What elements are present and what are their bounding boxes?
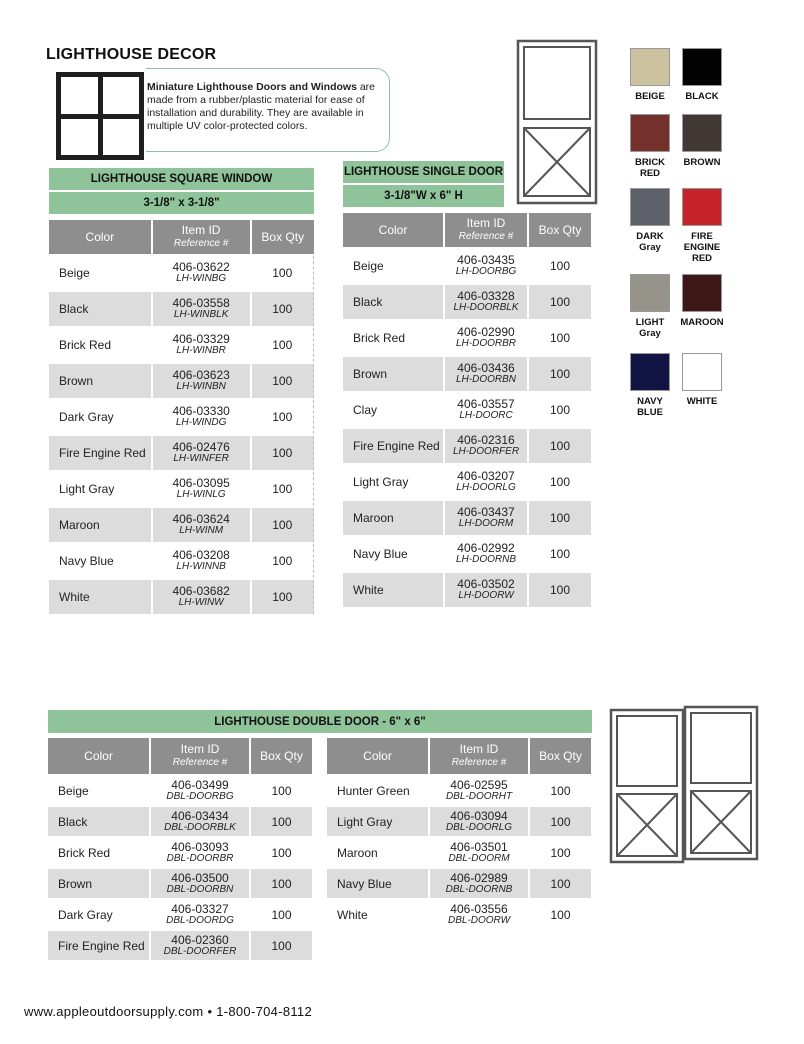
color-cell: Brick Red xyxy=(343,321,443,355)
reference-number: LH-WINBN xyxy=(176,381,226,392)
table-row xyxy=(49,436,314,470)
item-id: 406-03327 xyxy=(171,901,229,916)
item-id-cell xyxy=(445,393,527,427)
item-id-cell xyxy=(153,400,250,434)
square-window-image xyxy=(56,72,144,160)
color-cell: Navy Blue xyxy=(49,544,151,578)
reference-number: DBL-DOORDG xyxy=(166,914,234,926)
box-qty-cell: 100 xyxy=(251,869,312,898)
color-cell: Black xyxy=(48,807,149,836)
color-cell: Dark Gray xyxy=(48,900,149,929)
table-row xyxy=(49,256,314,290)
table-row xyxy=(48,931,312,960)
item-id: 406-03329 xyxy=(172,332,230,346)
reference-number: LH-DOORBR xyxy=(455,338,516,349)
table-row xyxy=(343,357,591,391)
table-row xyxy=(48,869,312,898)
reference-number: DBL-DOORBN xyxy=(166,883,234,895)
item-id-cell xyxy=(153,292,250,326)
color-cell: Clay xyxy=(343,393,443,427)
box-qty-cell: 100 xyxy=(252,436,315,470)
box-qty-cell: 100 xyxy=(251,900,312,929)
page-title: LIGHTHOUSE DECOR xyxy=(46,46,217,63)
item-id: 406-03558 xyxy=(172,296,230,310)
reference-number: LH-DOORBLK xyxy=(453,302,519,313)
color-cell: Fire Engine Red xyxy=(48,931,149,960)
color-cell: Maroon xyxy=(49,508,151,542)
table-row xyxy=(48,900,312,929)
color-cell: Hunter Green xyxy=(327,776,428,805)
reference-number: LH-WINBG xyxy=(176,273,227,284)
intro-description xyxy=(146,68,390,152)
swatch-label-line: BRICK xyxy=(634,157,666,168)
table-row xyxy=(327,776,591,805)
table-row xyxy=(343,465,591,499)
color-swatch xyxy=(682,274,722,312)
item-id: 406-03557 xyxy=(457,397,515,411)
item-id-cell xyxy=(445,321,527,355)
color-swatch xyxy=(682,48,722,86)
header-color: Color xyxy=(343,213,443,247)
header-box-qty: Box Qty xyxy=(530,738,591,774)
color-cell: Fire Engine Red xyxy=(343,429,443,463)
double-door-table-right xyxy=(325,736,593,931)
reference-number: DBL-DOORW xyxy=(447,914,511,926)
square-window-size: 3-1/8" x 3-1/8" xyxy=(49,192,314,214)
box-qty-cell: 100 xyxy=(530,776,591,805)
swatch-label-line: Gray xyxy=(639,242,661,253)
table-row xyxy=(343,573,591,607)
color-cell: Brown xyxy=(343,357,443,391)
reference-number: LH-DOORBG xyxy=(455,266,517,277)
table-row xyxy=(343,393,591,427)
box-qty-cell: 100 xyxy=(529,357,591,391)
item-id-cell xyxy=(151,776,249,805)
single-door-table xyxy=(341,211,593,609)
color-cell: Brown xyxy=(48,869,149,898)
reference-number: LH-DOORBN xyxy=(455,374,516,385)
item-id: 406-03500 xyxy=(171,870,229,885)
item-id: 406-02316 xyxy=(457,433,515,447)
box-qty-cell: 100 xyxy=(252,400,315,434)
table-row xyxy=(327,869,591,898)
item-id: 406-03622 xyxy=(172,260,230,274)
item-id-cell xyxy=(445,573,527,607)
item-id-cell xyxy=(153,508,250,542)
table-row xyxy=(343,285,591,319)
item-id: 406-03502 xyxy=(457,577,515,591)
swatch-label-line: WHITE xyxy=(686,396,718,407)
reference-number: DBL-DOORLG xyxy=(445,821,513,833)
item-id: 406-03328 xyxy=(457,289,515,303)
single-door-title: LIGHTHOUSE SINGLE DOOR xyxy=(343,161,504,183)
item-id: 406-02360 xyxy=(171,932,229,947)
item-id: 406-02990 xyxy=(457,325,515,339)
item-id-cell xyxy=(153,544,250,578)
box-qty-cell: 100 xyxy=(530,838,591,867)
box-qty-cell: 100 xyxy=(251,931,312,960)
color-swatch-label xyxy=(620,91,680,102)
double-door-image xyxy=(608,704,760,868)
box-qty-cell: 100 xyxy=(530,807,591,836)
reference-number: DBL-DOORHT xyxy=(445,790,513,802)
reference-number: DBL-DOORBG xyxy=(166,790,234,802)
box-qty-cell: 100 xyxy=(529,393,591,427)
item-id-cell xyxy=(153,256,250,290)
color-cell: White xyxy=(343,573,443,607)
color-cell: Beige xyxy=(48,776,149,805)
table-row xyxy=(49,544,314,578)
table-row xyxy=(49,364,314,398)
item-id: 406-03094 xyxy=(450,808,508,823)
box-qty-cell: 100 xyxy=(252,472,315,506)
color-swatch-label xyxy=(672,91,732,102)
reference-number: LH-DOORLG xyxy=(456,482,516,493)
item-id-cell xyxy=(430,807,528,836)
reference-number: LH-WINNB xyxy=(176,561,226,572)
color-cell: Beige xyxy=(343,249,443,283)
color-swatch-label xyxy=(620,396,680,418)
intro-bold-text: Miniature Lighthouse Doors and Windows xyxy=(147,81,357,93)
item-id: 406-03437 xyxy=(457,505,515,519)
color-swatch xyxy=(630,274,670,312)
color-swatch-label xyxy=(672,157,732,168)
table-row xyxy=(49,400,314,434)
reference-number: DBL-DOORBR xyxy=(166,852,234,864)
header-item-id: Item ID Reference # xyxy=(151,738,249,774)
box-qty-cell: 100 xyxy=(252,364,315,398)
header-color: Color xyxy=(327,738,428,774)
table-row xyxy=(49,292,314,326)
item-id-cell xyxy=(151,869,249,898)
box-qty-cell: 100 xyxy=(251,838,312,867)
color-swatch xyxy=(630,48,670,86)
table-row xyxy=(49,328,314,362)
single-door-image xyxy=(515,38,599,206)
color-swatch xyxy=(682,114,722,152)
box-qty-cell: 100 xyxy=(251,807,312,836)
box-qty-cell: 100 xyxy=(529,285,591,319)
swatch-label-line: RED xyxy=(691,253,713,264)
color-swatch-label xyxy=(672,317,732,328)
box-qty-cell: 100 xyxy=(252,328,315,362)
swatch-label-line: NAVY xyxy=(637,396,663,407)
box-qty-cell: 100 xyxy=(252,544,315,578)
item-id: 406-03093 xyxy=(171,839,229,854)
item-id: 406-03623 xyxy=(172,368,230,382)
box-qty-cell: 100 xyxy=(529,465,591,499)
table-row xyxy=(343,249,591,283)
single-door-rows xyxy=(343,249,591,607)
table-row xyxy=(343,321,591,355)
table-row xyxy=(49,472,314,506)
item-id-cell xyxy=(153,328,250,362)
double-door-title: LIGHTHOUSE DOUBLE DOOR - 6" x 6" xyxy=(48,710,592,733)
header-color: Color xyxy=(49,220,151,254)
reference-number: DBL-DOORBLK xyxy=(164,821,236,833)
box-qty-cell: 100 xyxy=(252,508,315,542)
color-swatch xyxy=(630,114,670,152)
item-id: 406-03208 xyxy=(172,548,230,562)
box-qty-cell: 100 xyxy=(529,537,591,571)
swatch-label-line: DARK xyxy=(636,231,664,242)
header-item-id: Item ID Reference # xyxy=(430,738,528,774)
item-id-cell xyxy=(445,357,527,391)
item-id-cell xyxy=(153,580,250,614)
color-cell: Brick Red xyxy=(48,838,149,867)
reference-number: LH-DOORFER xyxy=(452,446,520,457)
box-qty-cell: 100 xyxy=(529,501,591,535)
color-cell: Light Gray xyxy=(343,465,443,499)
item-id: 406-03435 xyxy=(457,253,515,267)
box-qty-cell: 100 xyxy=(252,580,315,614)
swatch-label-line: RED xyxy=(639,168,661,179)
item-id: 406-03207 xyxy=(457,469,515,483)
square-window-title: LIGHTHOUSE SQUARE WINDOW xyxy=(49,168,314,190)
item-id-cell xyxy=(445,465,527,499)
color-cell: Dark Gray xyxy=(49,400,151,434)
color-cell: Maroon xyxy=(327,838,428,867)
color-cell: Black xyxy=(49,292,151,326)
reference-number: LH-WINFER xyxy=(173,453,229,464)
reference-number: LH-WINBLK xyxy=(173,309,229,320)
swatch-label-line: BROWN xyxy=(683,157,721,168)
swatch-label-line: LIGHT xyxy=(635,317,665,328)
item-id-cell xyxy=(151,900,249,929)
color-cell: Navy Blue xyxy=(343,537,443,571)
header-item-id: Item ID Reference # xyxy=(445,213,527,247)
footer-contact: www.appleoutdoorsupply.com • 1-800-704-8112 xyxy=(24,1004,312,1019)
box-qty-cell: 100 xyxy=(251,776,312,805)
item-id-cell xyxy=(151,838,249,867)
box-qty-cell: 100 xyxy=(529,249,591,283)
header-box-qty: Box Qty xyxy=(529,213,591,247)
double-door-right-rows xyxy=(327,776,591,929)
reference-number: DBL-DOORM xyxy=(448,852,510,864)
color-cell: Beige xyxy=(49,256,151,290)
double-door-table-left xyxy=(46,736,314,962)
color-cell: Navy Blue xyxy=(327,869,428,898)
item-id: 406-02992 xyxy=(457,541,515,555)
box-qty-cell: 100 xyxy=(529,321,591,355)
color-swatch-label xyxy=(620,317,680,339)
header-box-qty: Box Qty xyxy=(252,220,315,254)
reference-number: DBL-DOORFER xyxy=(163,945,237,957)
color-cell: White xyxy=(49,580,151,614)
table-row xyxy=(343,537,591,571)
swatch-label-line: ENGINE xyxy=(683,242,721,253)
item-id: 406-03499 xyxy=(171,777,229,792)
box-qty-cell: 100 xyxy=(529,429,591,463)
item-id-cell xyxy=(430,838,528,867)
item-id: 406-03434 xyxy=(171,808,229,823)
square-window-rows xyxy=(49,256,314,614)
color-cell: Light Gray xyxy=(327,807,428,836)
item-id: 406-03501 xyxy=(450,839,508,854)
color-swatch-label xyxy=(672,231,732,264)
item-id: 406-03436 xyxy=(457,361,515,375)
color-cell: Black xyxy=(343,285,443,319)
table-row xyxy=(48,776,312,805)
item-id-cell xyxy=(151,931,249,960)
table-row xyxy=(327,807,591,836)
color-swatch xyxy=(630,353,670,391)
item-id-cell xyxy=(153,436,250,470)
table-row xyxy=(343,501,591,535)
item-id-cell xyxy=(430,776,528,805)
item-id-cell xyxy=(153,472,250,506)
reference-number: LH-WINBR xyxy=(176,345,226,356)
swatch-label-line: BEIGE xyxy=(635,91,665,102)
item-id-cell xyxy=(445,501,527,535)
reference-number: DBL-DOORNB xyxy=(445,883,513,895)
box-qty-cell: 100 xyxy=(252,292,315,326)
reference-number: LH-WINDG xyxy=(175,417,227,428)
box-qty-cell: 100 xyxy=(530,900,591,929)
table-row xyxy=(49,508,314,542)
box-qty-cell: 100 xyxy=(252,256,315,290)
color-swatch-label xyxy=(620,231,680,253)
color-cell: Light Gray xyxy=(49,472,151,506)
color-swatch xyxy=(682,353,722,391)
header-color: Color xyxy=(48,738,149,774)
item-id-cell xyxy=(445,249,527,283)
swatch-label-line: BLACK xyxy=(685,91,719,102)
item-id-cell xyxy=(151,807,249,836)
swatch-label-line: BLUE xyxy=(637,407,663,418)
item-id-cell xyxy=(445,429,527,463)
reference-number: LH-DOORM xyxy=(458,518,514,529)
item-id-cell xyxy=(153,364,250,398)
table-row xyxy=(49,580,314,614)
swatch-label-line: FIRE xyxy=(691,231,713,242)
item-id-cell xyxy=(445,285,527,319)
reference-number: LH-WINLG xyxy=(176,489,226,500)
item-id: 406-02595 xyxy=(450,777,508,792)
color-cell: Brown xyxy=(49,364,151,398)
color-cell: Brick Red xyxy=(49,328,151,362)
item-id: 406-03095 xyxy=(172,476,230,490)
color-swatch xyxy=(682,188,722,226)
header-item-id: Item ID Reference # xyxy=(153,220,250,254)
reference-number: LH-DOORC xyxy=(459,410,513,421)
color-swatch-label xyxy=(620,157,680,179)
intro-body-text: are made from a rubber/plastic material for ease of installation and durability. They are available in multiple UV color-protected colors. xyxy=(147,81,375,132)
table-row xyxy=(327,900,591,929)
box-qty-cell: 100 xyxy=(530,869,591,898)
color-cell: Maroon xyxy=(343,501,443,535)
single-door-size: 3-1/8"W x 6" H xyxy=(343,185,504,207)
color-swatch xyxy=(630,188,670,226)
color-swatch-label xyxy=(672,396,732,407)
reference-number: LH-DOORW xyxy=(458,590,514,601)
item-id-cell xyxy=(445,537,527,571)
table-row xyxy=(343,429,591,463)
double-door-left-rows xyxy=(48,776,312,960)
item-id: 406-03330 xyxy=(172,404,230,418)
swatch-label-line: MAROON xyxy=(680,317,724,328)
item-id: 406-03624 xyxy=(172,512,230,526)
item-id: 406-02989 xyxy=(450,870,508,885)
swatch-label-line: Gray xyxy=(639,328,661,339)
item-id: 406-02476 xyxy=(172,440,230,454)
item-id-cell xyxy=(430,869,528,898)
color-cell: Fire Engine Red xyxy=(49,436,151,470)
item-id-cell xyxy=(430,900,528,929)
header-box-qty: Box Qty xyxy=(251,738,312,774)
color-cell: White xyxy=(327,900,428,929)
box-qty-cell: 100 xyxy=(529,573,591,607)
item-id: 406-03556 xyxy=(450,901,508,916)
reference-number: LH-WINW xyxy=(178,597,224,608)
table-row xyxy=(48,838,312,867)
table-row xyxy=(327,838,591,867)
item-id: 406-03682 xyxy=(172,584,230,598)
reference-number: LH-DOORNB xyxy=(455,554,516,565)
reference-number: LH-WINM xyxy=(179,525,224,536)
table-row xyxy=(48,807,312,836)
square-window-table xyxy=(47,218,316,616)
